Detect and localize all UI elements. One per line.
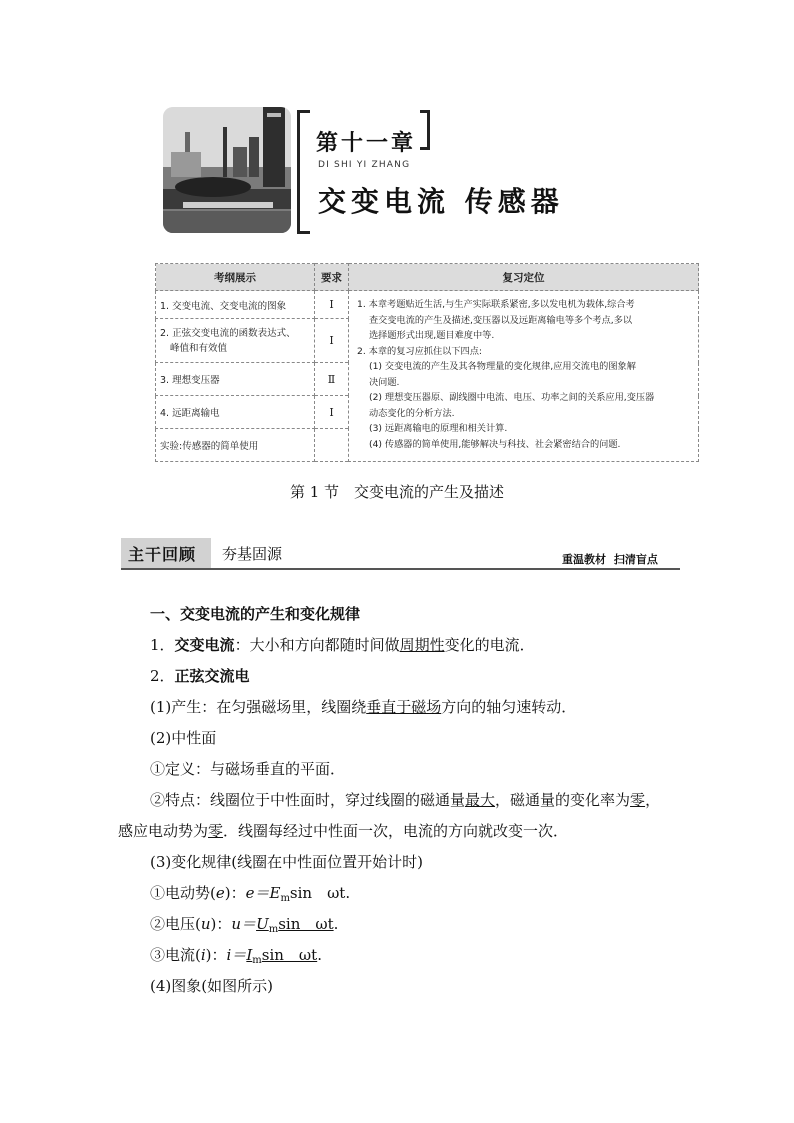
requirement-level: Ⅰ <box>315 291 349 319</box>
syllabus-item: 4. 远距离输电 <box>156 396 315 429</box>
col-header-requirement: 要求 <box>315 264 349 291</box>
syllabus-item: 实验:传感器的简单使用 <box>156 429 315 462</box>
requirement-level: Ⅰ <box>315 319 349 363</box>
banner-divider <box>121 568 680 570</box>
paragraph-features-1: ②特点：线圈位于中性面时，穿过线圈的磁通量最大，磁通量的变化率为零， <box>150 791 661 809</box>
paragraph-generation: (1)产生：在匀强磁场里，线圈绕垂直于磁场方向的轴匀速转动． <box>150 698 577 716</box>
banner-main: 主干回顾 <box>128 545 197 564</box>
paragraph-neutral-plane: (2)中性面 <box>150 729 217 747</box>
table-row <box>156 291 699 319</box>
requirement-level: Ⅰ <box>315 396 349 429</box>
banner-right: 重温教材 扫清盲点 <box>562 553 658 566</box>
paragraph-ac-definition: 1．交变电流：大小和方向都随时间做周期性变化的电流． <box>150 636 535 654</box>
paragraph-features-2: 感应电动势为零．线圈每经过中性面一次，电流的方向就改变一次． <box>118 822 569 840</box>
col-header-syllabus: 考纲展示 <box>156 264 315 291</box>
section-title: 第 1 节 交变电流的产生及描述 <box>289 483 505 501</box>
banner-sub: 夯基固源 <box>222 545 283 563</box>
title-bracket-left <box>297 110 310 234</box>
syllabus-item: 3. 理想变压器 <box>156 363 315 396</box>
col-header-review: 复习定位 <box>349 264 699 291</box>
chapter-title: 交变电流 传感器 <box>318 185 564 218</box>
chapter-cover-photo <box>163 107 291 233</box>
paragraph-graph: (4)图象(如图所示) <box>150 977 273 995</box>
paragraph-variation-rule: (3)变化规律(线圈在中性面位置开始计时) <box>150 853 423 871</box>
paragraph-sine-ac: 2．正弦交流电 <box>150 667 250 685</box>
title-bracket-right <box>420 110 430 150</box>
power-plant-illustration <box>163 107 291 233</box>
chapter-number: 第十一章 <box>316 131 417 156</box>
heading-generation: 一、交变电流的产生和变化规律 <box>150 605 361 623</box>
formula-voltage: ②电压(u)：$u=U_m\sin$ ωt. <box>150 915 339 935</box>
requirement-level: Ⅱ <box>315 363 349 396</box>
paragraph-definition: ①定义：与磁场垂直的平面． <box>150 760 346 778</box>
syllabus-item: 2. 正弦交变电流的函数表达式、 峰值和有效值 <box>156 319 315 363</box>
review-positioning: 1. 本章考题贴近生活,与生产实际联系紧密,多以发电机为载体,综合考 查交变电流的产生及描述,变压器以及远距离输电等多个考点,多以 选择题形式出现,题目难度中等. 2. 本章的复习应抓住以下四点: (1) 交变电流的产生及其各物理量的变化规律,应用交流电的图象解 决问题. (2) 理想变压器原、副线圈中电流、电压、功率之间的关系应用,变压器 动态变化的分析方法. (3) 远距离输电的原理和相关计算. (4) 传感器的简单使用,能够解决与科技、社会紧密结合的问题. <box>349 291 699 462</box>
syllabus-item: 1. 交变电流、交变电流的图象 <box>156 291 315 319</box>
requirement-level <box>315 429 349 462</box>
chapter-pinyin: DI SHI YI ZHANG <box>318 160 411 170</box>
formula-current: ③电流(i)：$i=I_m\sin$ ωt. <box>150 946 322 966</box>
syllabus-table <box>155 263 699 462</box>
formula-emf: ①电动势(e)：$e=E_m\sin$ ωt. <box>150 884 351 904</box>
